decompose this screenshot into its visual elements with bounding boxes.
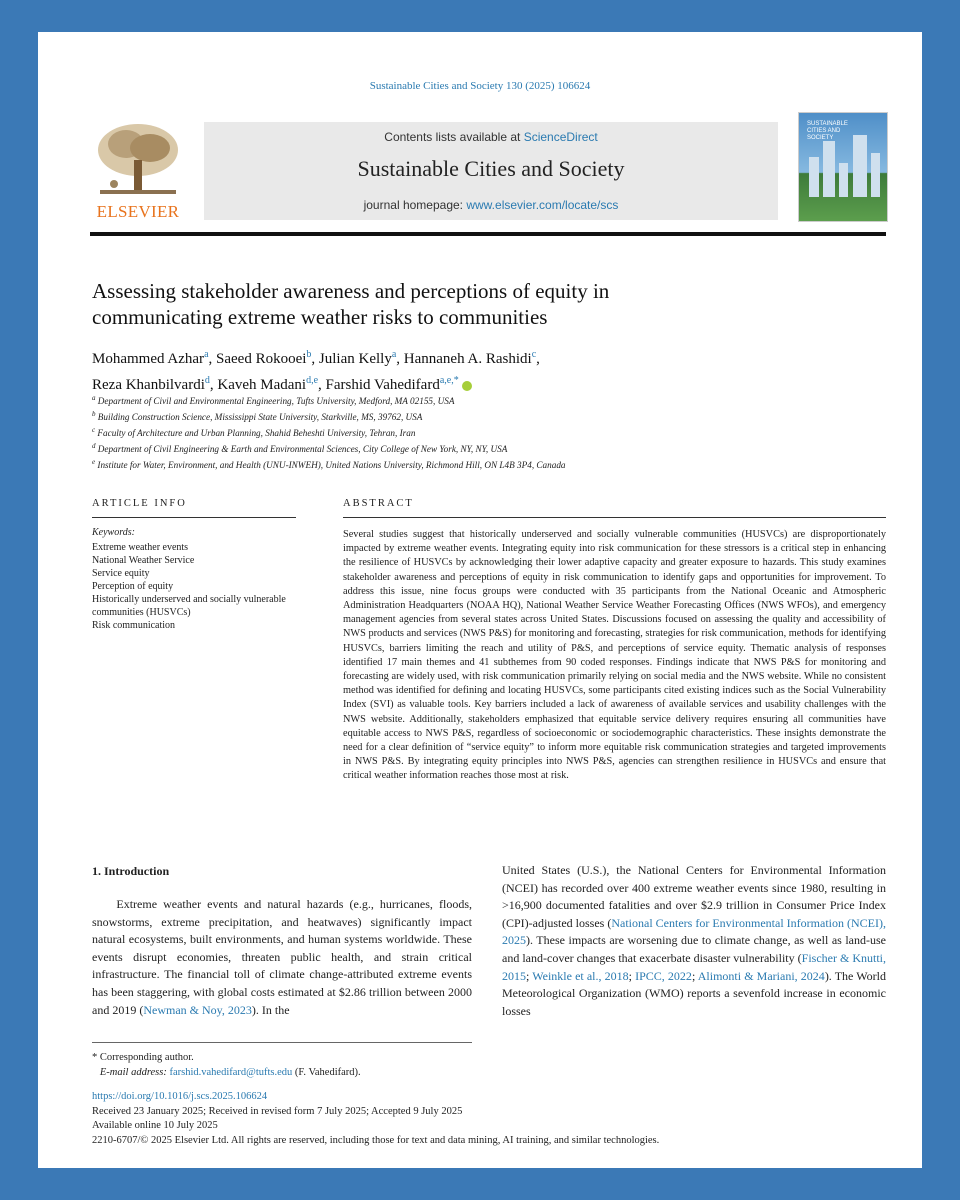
author-name: Julian Kelly [318, 351, 392, 367]
copyright-notice: 2210-6707/© 2025 Elsevier Ltd. All rights are reserved, including those for text and data mining, AI training, and similar technologies. [92, 1134, 660, 1146]
affiliation-link[interactable]: a,e,* [439, 375, 459, 386]
keyword-item: Risk communication [92, 620, 176, 631]
author-name: Saeed Rokooei [216, 351, 307, 367]
intro-left-column: Extreme weather events and natural hazards (e.g., hurricanes, floods, snowstorms, extreme precipitation, and heatwaves) significantly impact natural ecosystems, built environments, and human systems worldwide. These events disrupt economies, threaten public health, and strain critical infrastructure. The financial toll of climate change-attributed extreme events has been staggering, with global costs estimated at $2.86 trillion between 2000 and 2019 (Newman & Noy, 2023). In the [92, 897, 472, 1017]
homepage-link[interactable]: www.elsevier.com/locate/scs [466, 198, 619, 212]
citation-link[interactable]: Weinkle et al., 2018 [532, 968, 629, 983]
affiliation-link[interactable]: a [204, 349, 209, 360]
keyword-item: Historically underserved and socially vulnerable communities (HUSVCs) [92, 594, 286, 618]
keyword-item: Service equity [92, 568, 150, 579]
affiliation-item: $^a$ Department of Civil and Environmental Engineering, Tufts University, Medford, MA 02155, USA [92, 394, 455, 407]
journal-title: Sustainable Cities and Society [357, 156, 625, 181]
citation-link[interactable]: Fischer & Knutti, 2015 [502, 950, 886, 983]
affiliation-list [92, 392, 732, 472]
affiliation-link[interactable]: d,e [306, 375, 319, 386]
keyword-item: Extreme weather events [92, 542, 189, 553]
available-online: Available online 10 July 2025 [92, 1120, 218, 1131]
journal-citation[interactable]: Sustainable Cities and Society 130 (2025) 106624 [369, 80, 591, 92]
sciencedirect-link[interactable]: ScienceDirect [523, 130, 598, 144]
affiliation-link[interactable]: b [306, 349, 312, 360]
affiliation-link[interactable]: a [391, 349, 397, 360]
journal-banner [204, 122, 778, 220]
abstract-heading: ABSTRACT [343, 498, 414, 509]
introduction-heading: 1. Introduction [92, 864, 170, 878]
corresponding-author-note: * Corresponding author. [92, 1052, 194, 1063]
affiliation-link[interactable]: d [204, 375, 210, 386]
author-name: Hannaneh A. Rashidi [403, 351, 532, 367]
homepage-line: journal homepage: www.elsevier.com/locate/scs [363, 198, 619, 212]
publication-details [92, 1090, 882, 1148]
article-page [38, 32, 922, 1168]
affiliation-item: $^d$ Department of Civil Engineering & Earth and Environmental Sciences, City College of New York, NY, NY, USA [92, 442, 508, 455]
citation-link[interactable]: Newman & Noy, 2023 [143, 1002, 252, 1017]
author-list: Mohammed Azhar$^a$, Saeed Rokooei$^b$, Julian Kelly$^a$, Hannaneh A. Rashidi$^c$, Reza Khanbilvardi$^d$, Kaveh Madani$^{d,e}$, Farshid Vahedifard$^{a,e,*}$ [92, 349, 540, 393]
orcid-icon[interactable] [462, 381, 472, 391]
journal-cover-image[interactable] [798, 112, 888, 222]
received-dates: Received 23 January 2025; Received in revised form 7 July 2025; Accepted 9 July 2025 [92, 1105, 463, 1117]
citation-link[interactable]: IPCC, 2022 [635, 968, 692, 983]
contents-line: Contents lists available at ScienceDirect [384, 130, 598, 144]
affiliation-item: $^c$ Faculty of Architecture and Urban Planning, Shahid Beheshti University, Tehran, Iran [92, 426, 416, 439]
doi-link[interactable]: https://doi.org/10.1016/j.scs.2025.106624 [92, 1091, 268, 1102]
keywords-label: Keywords: [92, 527, 135, 538]
footnote-rule [92, 1042, 472, 1043]
cover-title: SUSTAINABLE CITIES AND SOCIETY [807, 121, 848, 141]
author-name: Kaveh Madani [217, 377, 307, 393]
divider [343, 517, 886, 518]
author-name: Mohammed Azhar [92, 351, 205, 367]
footnote [92, 1050, 492, 1080]
author-name: Farshid Vahedifard [325, 377, 440, 393]
keyword-list [92, 541, 302, 632]
affiliation-item: $^e$ Institute for Water, Environment, and Health (UNU-INWEH), United Nations University, Richmond Hill, ON L4B 3P4, Canada [92, 458, 566, 471]
tree-icon [90, 120, 186, 200]
article-info-heading: ARTICLE INFO [92, 498, 187, 509]
article-title: Assessing stakeholder awareness and perceptions of equity in communicating extreme weather risks to communities [92, 279, 610, 329]
intro-right-column: United States (U.S.), the National Centers for Environmental Information (NCEI) has recorded over 400 extreme weather events since 1980, resulting in >16,900 documented fatalities and over $2.9 trillion in Consumer Price Index (CPI)-adjusted losses (National Centers for Environmental Information (NCEI), 2025). These impacts are worsening due to climate change, as well as land-use and land-cover changes that exacerbate disaster vulnerability (Fischer & Knutti, 2015; Weinkle et al., 2018; IPCC, 2022; Alimonti & Mariani, 2024). The World Meteorological Organization (WMO) reports a sevenfold increase in economic losses [502, 863, 886, 1018]
publisher-name: ELSEVIER [96, 202, 180, 221]
citation-link[interactable]: National Centers for Environmental Information (NCEI), 2025 [502, 915, 886, 948]
divider [92, 517, 296, 518]
elsevier-logo[interactable] [90, 120, 186, 222]
keyword-item: Perception of equity [92, 581, 174, 592]
author-name: Reza Khanbilvardi [92, 377, 205, 393]
email-line: E-mail address: farshid.vahedifard@tufts.edu (F. Vahedifard). [99, 1067, 361, 1078]
affiliation-item: $^b$ Building Construction Science, Mississippi State University, Starkville, MS, 39762, USA [92, 410, 423, 423]
header-rule [90, 232, 886, 236]
email-link[interactable]: farshid.vahedifard@tufts.edu [169, 1067, 293, 1078]
abstract-text: Several studies suggest that historically underserved and socially vulnerable communities (HUSVCs) are disproportionately impacted by extreme weather events. Integrating equity into risk communication for these stressors is a critical step in enhancing the resilience of HUSVCs by acknowledging their lower adaptive capacity and greater exposure to hazards. This study examines stakeholder awareness and perceptions of equity in risk communication to identify gaps and opportunities for improvement. To address this issue, nine focus groups were conducted with 35 participants from the National Oceanic and Atmospheric Administration Headquarters (NOAA HQ), National Weather Service Weather Forecasting Offices (NWS WFOs), and emergency management agencies from several states across United States. Discussions focused on assessing the quality and accessibility of NWS products and services (NWS P&S) for monitoring and forecasting, strategies for risk communication, methods for identifying HUSVCs, barriers limiting the reach and utility of P&S, and perceptions of service equity. Thematic analysis of responses identified 17 main themes and 41 subthemes from 90 coded responses. Findings indicate that NWS P&S for monitoring and forecasting are widely used, with risk communication primarily relying on social media and the NWS website. While no consistent method was identified for defining and locating HUSVCs, some participants cited existing indices such as the Social Vulnerability Index (SVI) as valuable tools. Key barriers included a lack of awareness of available services and usability challenges with the NWS website. Additionally, stakeholders emphasized that equitable service delivery requires ensuring all communities have equitable access to NWS P&S, regardless of socioeconomic or sociodemographic characteristics. These insights demonstrate the need for a clear definition of “service equity” to inform more equitable risk communication strategies and targeted improvements in NWS P&S. By integrating equity principles into NWS P&S, agencies can strengthen resilience in HUSVCs and ensure that critical weather information reaches those most at risk. [343, 529, 886, 782]
citation-link[interactable]: Alimonti & Mariani, 2024 [697, 968, 825, 983]
affiliation-link[interactable]: c [531, 349, 537, 360]
keyword-item: National Weather Service [92, 555, 195, 566]
